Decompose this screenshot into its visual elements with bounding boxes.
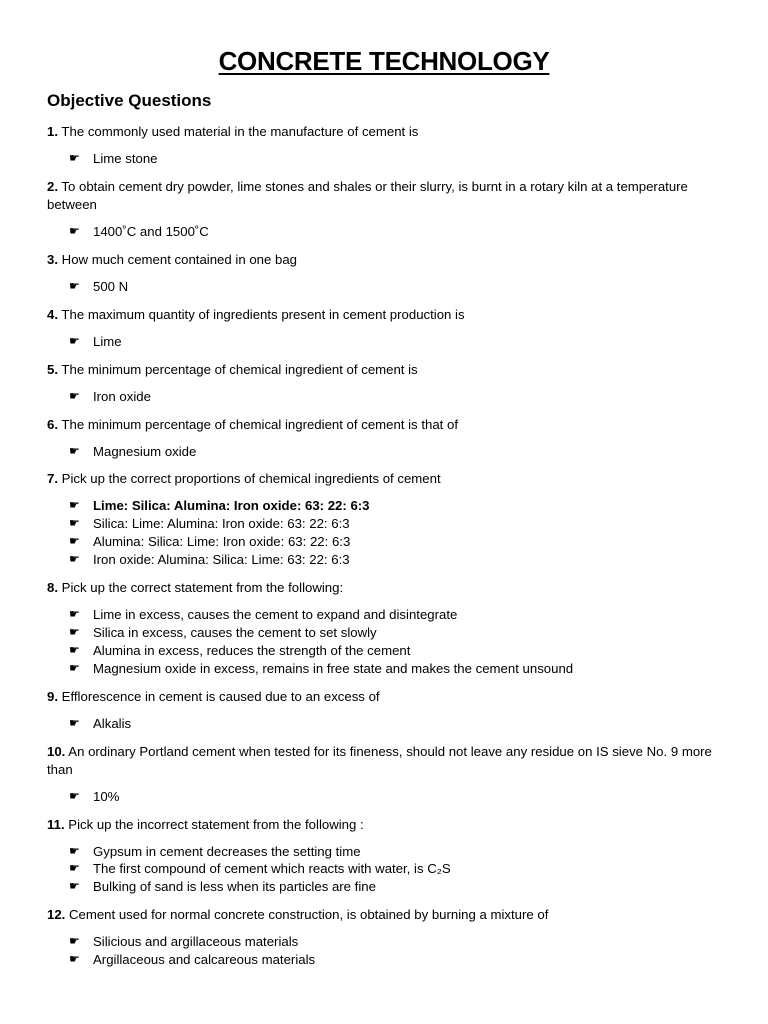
question-text: Pick up the incorrect statement from the following : <box>64 816 364 832</box>
question-number: 11. <box>47 816 65 832</box>
pointing-hand-icon: ☛ <box>69 388 80 403</box>
answer-text: 1400˚C and 1500˚C <box>93 223 209 239</box>
pointing-hand-icon: ☛ <box>69 552 80 567</box>
question-text: The minimum percentage of chemical ingredient of cement is that of <box>58 416 458 432</box>
question-number: 12. <box>47 907 66 923</box>
question-text: An ordinary Portland cement when tested for its fineness, should not leave any residue on IS sieve No. 9 more than <box>47 743 712 777</box>
answer-item <box>69 860 727 878</box>
answer-item <box>69 843 727 861</box>
answer-item <box>69 551 727 569</box>
answer-text: Silica in excess, causes the cement to set slowly <box>93 624 377 640</box>
answer-list <box>47 278 727 296</box>
answer-item <box>69 443 727 461</box>
answer-item <box>69 624 727 642</box>
answer-item <box>69 515 727 533</box>
answer-list <box>47 843 727 897</box>
answer-text: Gypsum in cement decreases the setting time <box>93 843 361 859</box>
answer-text: Silica: Lime: Alumina: Iron oxide: 63: 22: 6:3 <box>93 516 350 532</box>
question-text: To obtain cement dry powder, lime stones and shales or their slurry, is burnt in a rotary kiln at a temperature between <box>47 178 688 212</box>
question-item <box>47 816 727 834</box>
pointing-hand-icon: ☛ <box>69 952 80 967</box>
question-number: 8. <box>47 580 58 596</box>
answer-item <box>69 951 727 969</box>
pointing-hand-icon: ☛ <box>69 624 80 639</box>
pointing-hand-icon: ☛ <box>69 151 80 165</box>
answer-item <box>69 497 727 515</box>
answer-list <box>47 497 727 569</box>
answer-text: The first compound of cement which reacts with water, is C₂S <box>93 861 451 877</box>
question-number: 1. <box>47 124 58 139</box>
answer-text: Magnesium oxide <box>93 443 197 459</box>
question-item <box>47 470 727 488</box>
question-item <box>47 688 727 706</box>
answer-text: 10% <box>93 788 120 804</box>
answer-item <box>69 606 727 624</box>
pointing-hand-icon: ☛ <box>69 934 80 949</box>
answer-text: Alumina: Silica: Lime: Iron oxide: 63: 22: 6:3 <box>93 534 351 550</box>
question-text: The minimum percentage of chemical ingredient of cement is <box>58 361 418 377</box>
answer-list <box>47 223 727 241</box>
pointing-hand-icon: ☛ <box>69 788 80 803</box>
question-number: 10. <box>47 743 66 759</box>
question-item <box>47 361 727 379</box>
answer-item <box>69 642 727 660</box>
pointing-hand-icon: ☛ <box>69 223 80 238</box>
question-number: 7. <box>47 471 58 487</box>
answer-text: Iron oxide <box>93 388 151 404</box>
pointing-hand-icon: ☛ <box>69 642 80 657</box>
pointing-hand-icon: ☛ <box>69 607 80 622</box>
answer-list <box>47 933 727 969</box>
answer-list <box>47 388 727 406</box>
section-heading: Objective Questions <box>47 91 212 110</box>
answer-list <box>47 333 727 351</box>
question-item <box>47 743 727 779</box>
answer-text: Alumina in excess, reduces the strength of the cement <box>93 642 411 658</box>
question-list <box>47 123 727 979</box>
question-item <box>47 906 727 924</box>
question-item <box>47 579 727 597</box>
question-number: 9. <box>47 688 58 704</box>
pointing-hand-icon: ☛ <box>69 278 80 293</box>
answer-text: Alkalis <box>93 715 132 731</box>
pointing-hand-icon: ☛ <box>69 715 80 730</box>
answer-item <box>69 388 727 406</box>
answer-text: Lime stone <box>93 151 158 166</box>
question-text: Efflorescence in cement is caused due to an excess of <box>58 688 380 704</box>
answer-list <box>47 788 727 806</box>
question-item <box>47 178 727 214</box>
answer-item <box>69 223 727 241</box>
question-item <box>47 306 727 324</box>
question-number: 2. <box>47 178 58 194</box>
question-text: The commonly used material in the manufacture of cement is <box>58 124 419 139</box>
pointing-hand-icon: ☛ <box>69 333 80 348</box>
answer-item <box>69 150 727 168</box>
answer-item <box>69 878 727 896</box>
answer-list <box>47 606 727 678</box>
question-item <box>47 416 727 434</box>
pointing-hand-icon: ☛ <box>69 843 80 858</box>
document-title: CONCRETE TECHNOLOGY <box>218 46 550 76</box>
question-number: 6. <box>47 416 58 432</box>
pointing-hand-icon: ☛ <box>69 879 80 894</box>
pointing-hand-icon: ☛ <box>69 861 80 876</box>
answer-text: 500 N <box>93 278 129 294</box>
answer-item <box>69 788 727 806</box>
answer-list <box>47 715 727 733</box>
answer-list <box>47 443 727 461</box>
answer-text: Argillaceous and calcareous materials <box>93 952 316 968</box>
answer-item <box>69 533 727 551</box>
answer-item <box>69 660 727 678</box>
question-text: How much cement contained in one bag <box>58 251 297 267</box>
answer-item <box>69 933 727 951</box>
answer-item <box>69 278 727 296</box>
answer-list <box>47 150 727 168</box>
pointing-hand-icon: ☛ <box>69 660 80 675</box>
pointing-hand-icon: ☛ <box>69 516 80 531</box>
question-text: Pick up the correct statement from the following: <box>58 580 344 596</box>
question-number: 4. <box>47 306 58 322</box>
pointing-hand-icon: ☛ <box>69 443 80 458</box>
answer-text: Lime: Silica: Alumina: Iron oxide: 63: 22: 6:3 <box>93 498 370 514</box>
pointing-hand-icon: ☛ <box>69 534 80 549</box>
question-item <box>47 123 727 141</box>
answer-item <box>69 715 727 733</box>
answer-text: Magnesium oxide in excess, remains in free state and makes the cement unsound <box>93 660 574 676</box>
question-text: Pick up the correct proportions of chemical ingredients of cement <box>58 471 441 487</box>
answer-text: Bulking of sand is less when its particles are fine <box>93 879 376 895</box>
question-item <box>47 251 727 269</box>
answer-text: Iron oxide: Alumina: Silica: Lime: 63: 22: 6:3 <box>93 552 350 568</box>
question-number: 3. <box>47 251 58 267</box>
answer-text: Silicious and argillaceous materials <box>93 934 299 950</box>
answer-text: Lime <box>93 333 122 349</box>
answer-text: Lime in excess, causes the cement to expand and disintegrate <box>93 607 458 623</box>
question-text: The maximum quantity of ingredients present in cement production is <box>58 306 465 322</box>
pointing-hand-icon: ☛ <box>69 498 80 513</box>
answer-item <box>69 333 727 351</box>
question-number: 5. <box>47 361 58 377</box>
question-text: Cement used for normal concrete construction, is obtained by burning a mixture of <box>65 907 549 923</box>
